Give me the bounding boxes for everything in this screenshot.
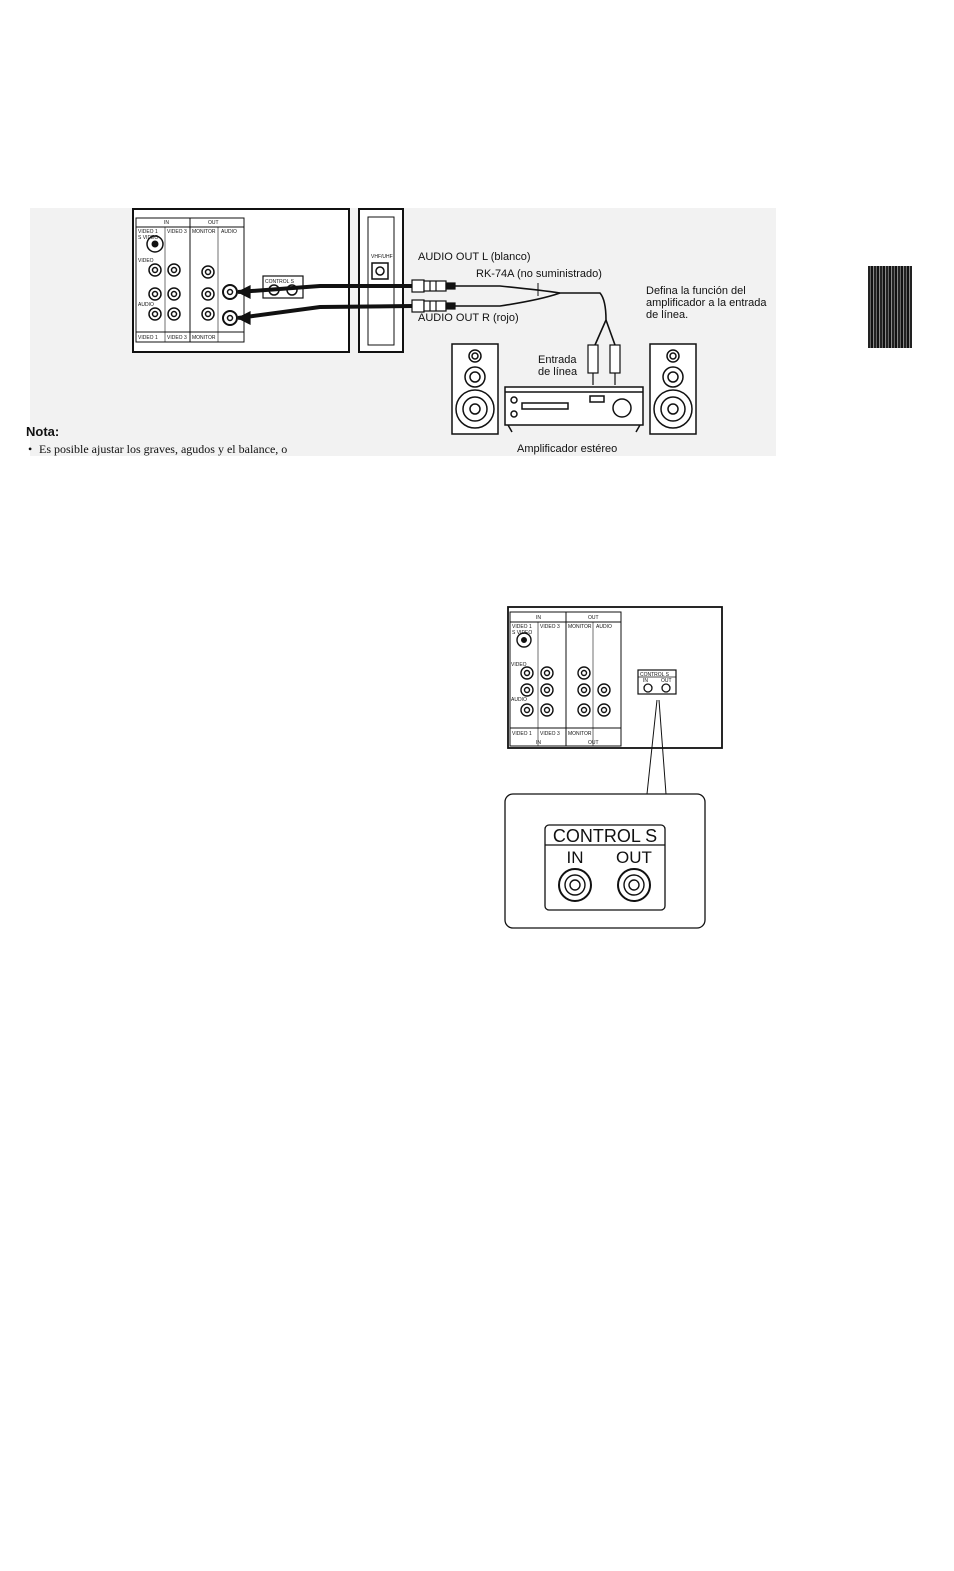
svg-text:S VIDEO: S VIDEO: [138, 235, 159, 241]
svg-text:MONITOR: MONITOR: [568, 731, 592, 737]
svg-text:MONITOR: MONITOR: [192, 229, 216, 235]
svg-text:OUT: OUT: [588, 615, 599, 621]
line-input-label-2: de línea: [538, 366, 578, 378]
svg-text:OUT: OUT: [661, 678, 672, 684]
nota-text: Es posible ajustar los graves, agudos y el balance, o: [39, 442, 288, 456]
svg-text:VIDEO 3: VIDEO 3: [167, 229, 187, 235]
cable-label: RK-74A (no suministrado): [476, 268, 602, 280]
svg-text:MONITOR: MONITOR: [192, 335, 216, 341]
svg-text:VIDEO 1: VIDEO 1: [512, 624, 532, 630]
svg-text:MONITOR: MONITOR: [568, 624, 592, 630]
nota-title: Nota:: [26, 424, 60, 439]
svg-text:VIDEO: VIDEO: [138, 258, 154, 264]
control-s-diagram: [500, 600, 730, 935]
svg-text:IN: IN: [164, 220, 169, 226]
svg-text:IN: IN: [566, 848, 584, 867]
svg-text:VIDEO 3: VIDEO 3: [167, 335, 187, 341]
instruction-line-1: Defina la función del: [646, 285, 746, 297]
svg-text:AUDIO: AUDIO: [511, 697, 527, 703]
right-speaker: [650, 344, 696, 434]
svg-text:VIDEO 1: VIDEO 1: [138, 229, 158, 235]
svg-text:VIDEO 1: VIDEO 1: [138, 335, 158, 341]
svg-text:S VIDEO: S VIDEO: [512, 630, 533, 636]
svg-text:CONTROL S: CONTROL S: [552, 826, 658, 846]
svg-text:OUT: OUT: [588, 740, 599, 746]
svg-text:CONTROL S: CONTROL S: [640, 672, 669, 678]
svg-text:CONTROL S: CONTROL S: [265, 279, 294, 285]
instruction-line-3: de línea.: [646, 309, 689, 321]
svg-text:IN: IN: [536, 615, 541, 621]
svg-text:IN: IN: [536, 740, 541, 746]
svg-text:AUDIO: AUDIO: [221, 229, 237, 235]
left-speaker: [452, 344, 498, 434]
tv-side-panel: [359, 209, 403, 352]
svg-text:VIDEO 1: VIDEO 1: [512, 731, 532, 737]
svg-text:AUDIO: AUDIO: [596, 624, 612, 630]
audio-out-l-label: AUDIO OUT L (blanco): [418, 251, 531, 263]
stereo-amplifier: [505, 387, 643, 432]
audio-out-r-label: AUDIO OUT R (rojo): [418, 312, 519, 324]
svg-text:AUDIO: AUDIO: [138, 302, 154, 308]
svg-text:OUT: OUT: [616, 848, 652, 867]
svg-text:VIDEO: VIDEO: [511, 662, 527, 668]
svg-text:VIDEO 3: VIDEO 3: [540, 731, 560, 737]
svg-text:OUT: OUT: [208, 220, 219, 226]
tv-rear-panel: [133, 209, 349, 352]
svg-text:VIDEO 3: VIDEO 3: [540, 624, 560, 630]
svg-text:IN: IN: [643, 678, 648, 684]
nota-bullet: •: [28, 442, 33, 456]
line-input-label-1: Entrada: [538, 354, 577, 366]
amplifier-label: Amplificador estéreo: [517, 443, 618, 455]
svg-text:VHF/UHF: VHF/UHF: [371, 254, 393, 260]
connection-diagram: [0, 0, 954, 480]
instruction-line-2: amplificador a la entrada: [646, 297, 767, 309]
